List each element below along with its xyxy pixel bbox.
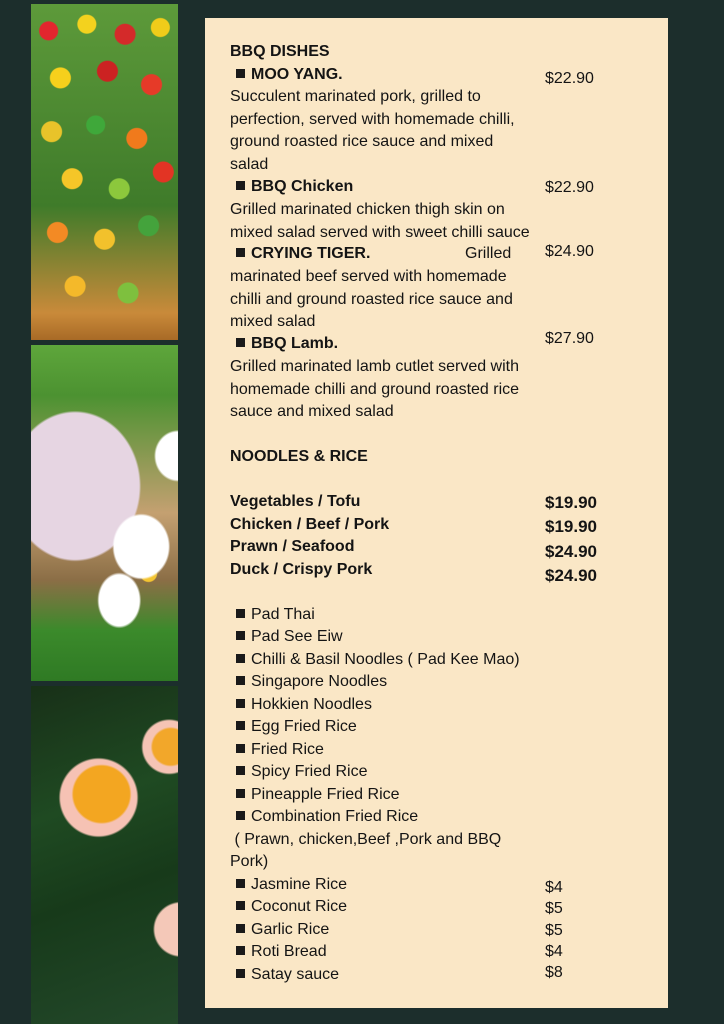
menu-item-price: $22.90 — [545, 70, 594, 87]
bullet-icon — [236, 969, 245, 978]
photo-golden-flower-sweets — [31, 686, 178, 1024]
dish-name: Chilli & Basil Noodles ( Pad Kee Mao) — [251, 651, 520, 668]
photo-coconut-dessert — [31, 345, 178, 681]
bullet-icon — [236, 879, 245, 888]
bullet-icon — [236, 69, 245, 78]
side-price: $5 — [545, 922, 563, 939]
option-price: $19.90 — [545, 493, 597, 512]
photo-fruit-sweets — [31, 4, 178, 340]
bullet-icon — [236, 181, 245, 190]
desc-line: marinated beef served with homemade — [230, 268, 507, 285]
dish-name: Fried Rice — [251, 741, 324, 758]
side-price: $8 — [545, 964, 563, 981]
combination-note: ( Prawn, chicken,Beef ,Pork and BBQ — [230, 831, 502, 848]
bullet-icon — [236, 676, 245, 685]
menu-item-name: CRYING TIGER. — [251, 245, 371, 262]
combination-note: Pork) — [230, 853, 269, 870]
bullet-icon — [236, 744, 245, 753]
dish-item — [230, 671, 387, 694]
bullet-icon — [236, 789, 245, 798]
menu-item-name: MOO YANG. — [251, 66, 343, 83]
side-price: $4 — [545, 879, 563, 896]
side-name: Garlic Rice — [251, 921, 330, 938]
side-name: Satay sauce — [251, 966, 340, 983]
noodles-heading: NOODLES & RICE — [230, 448, 368, 465]
menu-item-price: $24.90 — [545, 243, 594, 260]
desc-line: salad — [230, 155, 269, 173]
menu-item-description — [230, 86, 542, 176]
dish-name: Spicy Fried Rice — [251, 763, 368, 780]
bullet-icon — [236, 609, 245, 618]
bullet-icon — [236, 924, 245, 933]
desc-line: sauce and mixed salad — [230, 403, 394, 420]
bullet-icon — [236, 946, 245, 955]
desc-line: mixed salad — [230, 313, 316, 330]
dish-name: Pineapple Fried Rice — [251, 786, 400, 803]
menu-item-price: $27.90 — [545, 330, 594, 347]
bullet-icon — [236, 699, 245, 708]
menu-panel — [205, 18, 668, 1008]
bbq-heading: BBQ DISHES — [230, 43, 330, 60]
bullet-icon — [236, 654, 245, 663]
side-item — [230, 919, 329, 942]
desc-line: homemade chilli and ground roasted rice — [230, 380, 520, 398]
menu-item-bbq-chicken — [230, 176, 353, 199]
dish-name: Combination Fried Rice — [251, 808, 419, 825]
menu-item-crying-tiger — [230, 243, 370, 266]
dish-item — [230, 761, 367, 784]
side-item — [230, 874, 347, 897]
menu-item-name-suffix: Grilled — [465, 245, 512, 262]
dish-name: Pad Thai — [251, 606, 315, 623]
bullet-icon — [236, 338, 245, 347]
option-price: $24.90 — [545, 566, 597, 585]
side-item — [230, 896, 347, 919]
dish-item — [230, 649, 520, 672]
option-label: Prawn / Seafood — [230, 538, 355, 555]
desc-line: chilli and ground roasted rice sauce and — [230, 290, 513, 308]
dish-name: Egg Fried Rice — [251, 718, 357, 735]
dish-name: Hokkien Noodles — [251, 696, 372, 713]
side-name: Coconut Rice — [251, 898, 348, 915]
option-label: Duck / Crispy Pork — [230, 561, 373, 578]
menu-item-price: $22.90 — [545, 179, 594, 196]
desc-line: Grilled marinated chicken thigh skin on — [230, 201, 505, 218]
menu-item-name: BBQ Lamb. — [251, 335, 339, 352]
desc-line: Grilled marinated lamb cutlet served with — [230, 358, 520, 375]
dish-item — [230, 784, 400, 807]
dish-item — [230, 806, 418, 829]
menu-item-description — [230, 266, 542, 334]
dish-item — [230, 739, 324, 762]
menu-item-moo-yang — [230, 64, 343, 87]
bullet-icon — [236, 901, 245, 910]
dish-item — [230, 694, 372, 717]
desc-line: Succulent marinated pork, grilled to — [230, 88, 481, 105]
menu-item-bbq-lamb — [230, 333, 338, 356]
desc-line: mixed salad served with sweet chilli sauce — [230, 223, 530, 241]
menu-item-description — [230, 199, 550, 244]
option-price: $24.90 — [545, 542, 597, 561]
dish-item — [230, 604, 315, 627]
option-label: Vegetables / Tofu — [230, 493, 361, 510]
side-price: $5 — [545, 900, 563, 917]
side-price: $4 — [545, 943, 563, 960]
side-item — [230, 941, 327, 964]
desc-line: perfection, served with homemade chilli, — [230, 110, 515, 128]
menu-item-description — [230, 356, 542, 424]
bullet-icon — [236, 721, 245, 730]
bullet-icon — [236, 631, 245, 640]
desc-line: ground roasted rice sauce and mixed — [230, 133, 494, 150]
bullet-icon — [236, 766, 245, 775]
bullet-icon — [236, 248, 245, 257]
menu-item-name: BBQ Chicken — [251, 178, 354, 195]
option-label: Chicken / Beef / Pork — [230, 516, 390, 533]
side-name: Roti Bread — [251, 943, 327, 960]
dish-name: Pad See Eiw — [251, 628, 343, 645]
bullet-icon — [236, 811, 245, 820]
side-name: Jasmine Rice — [251, 876, 348, 893]
dish-name: Singapore Noodles — [251, 673, 388, 690]
side-item — [230, 964, 339, 987]
dish-item — [230, 626, 343, 649]
dish-item — [230, 716, 357, 739]
option-price: $19.90 — [545, 517, 597, 536]
